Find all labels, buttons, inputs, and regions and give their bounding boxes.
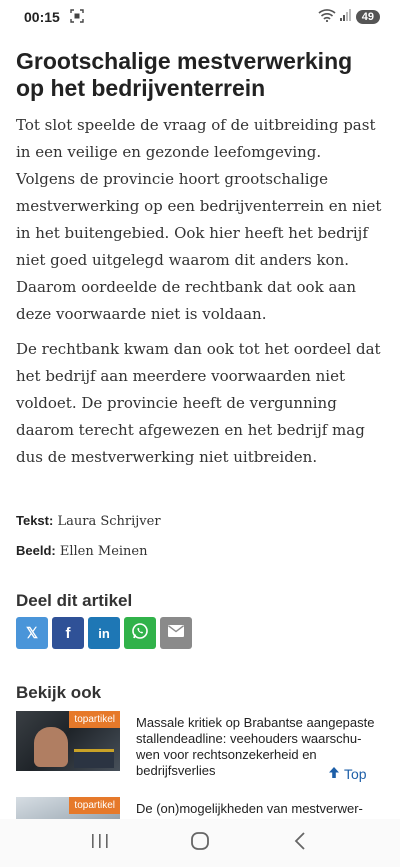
back-to-top-label: Top — [344, 766, 367, 782]
related-thumbnail[interactable] — [16, 711, 120, 771]
share-x-button[interactable] — [16, 617, 48, 649]
share-title: Deel dit artikel — [16, 591, 133, 610]
credit-tekst-label: Tekst: — [16, 513, 54, 528]
home-button[interactable] — [180, 828, 220, 858]
screenshot-icon — [70, 9, 84, 26]
whatsapp-icon — [131, 622, 149, 644]
battery-indicator: 49 — [356, 10, 380, 24]
topartikel-badge: topartikel — [69, 711, 120, 728]
home-icon — [190, 831, 210, 856]
share-email-button[interactable] — [160, 617, 192, 649]
article-headline: Grootschalige mestverwerking op het bedrijventerrein — [16, 48, 353, 101]
recent-apps-button[interactable] — [80, 828, 120, 858]
signal-icon — [340, 8, 352, 26]
back-to-top-button[interactable] — [324, 764, 371, 784]
share-whatsapp-button[interactable] — [124, 617, 156, 649]
credit-tekst-value: Laura Schrijver — [57, 514, 161, 529]
wifi-icon — [318, 8, 336, 27]
facebook-icon: f — [65, 624, 71, 642]
back-button[interactable] — [280, 828, 320, 858]
back-icon — [294, 832, 306, 855]
recent-apps-icon — [91, 833, 109, 854]
linkedin-icon: in — [98, 625, 110, 641]
related-item-title[interactable]: Massale kritiek op Brabantse aangepaste stallendeadline: veehouders waarschu-wen voor rechtsonzekerheid en bedrijfsverlies — [136, 715, 375, 778]
share-facebook-button[interactable] — [52, 617, 84, 649]
credit-text — [16, 513, 384, 529]
share-linkedin-button[interactable] — [88, 617, 120, 649]
navigation-bar — [0, 819, 400, 867]
share-buttons — [16, 617, 384, 649]
arrow-up-icon — [328, 766, 340, 782]
status-bar — [0, 0, 400, 34]
status-time: 00:15 — [24, 9, 60, 25]
x-icon: 𝕏 — [25, 625, 39, 642]
email-icon — [167, 624, 185, 642]
related-item-title[interactable]: De (on)mogelijkheden van mestverwer- — [136, 801, 363, 816]
credit-beeld-label: Beeld: — [16, 543, 56, 558]
topartikel-badge: topartikel — [69, 797, 120, 814]
article-paragraph: Tot slot speelde de vraag of de uitbreiding past in een veilige en gezonde leefomgeving. Volgens de provincie hoort grootschalige mestverwerking op een bedrijventerrein en niet in het buitengebied. Ook hier heeft het bedrijf niet goed uitgelegd waarom dit anders kon. Daarom oordeelde de rechtbank dat ook aan deze voorwaarde niet is voldaan. — [16, 116, 382, 323]
related-title: Bekijk ook — [16, 683, 102, 702]
credit-beeld-value: Ellen Meinen — [59, 544, 148, 559]
credit-image — [16, 543, 384, 559]
article-content — [0, 48, 400, 857]
article-paragraph: De rechtbank kwam dan ook tot het oordeel dat het bedrijf aan meerdere voorwaarden niet voldoet. De provincie heeft de vergunning daarom terecht afgewezen en het bedrijf mag dus de mestverwerking niet uitbreiden. — [16, 340, 381, 466]
